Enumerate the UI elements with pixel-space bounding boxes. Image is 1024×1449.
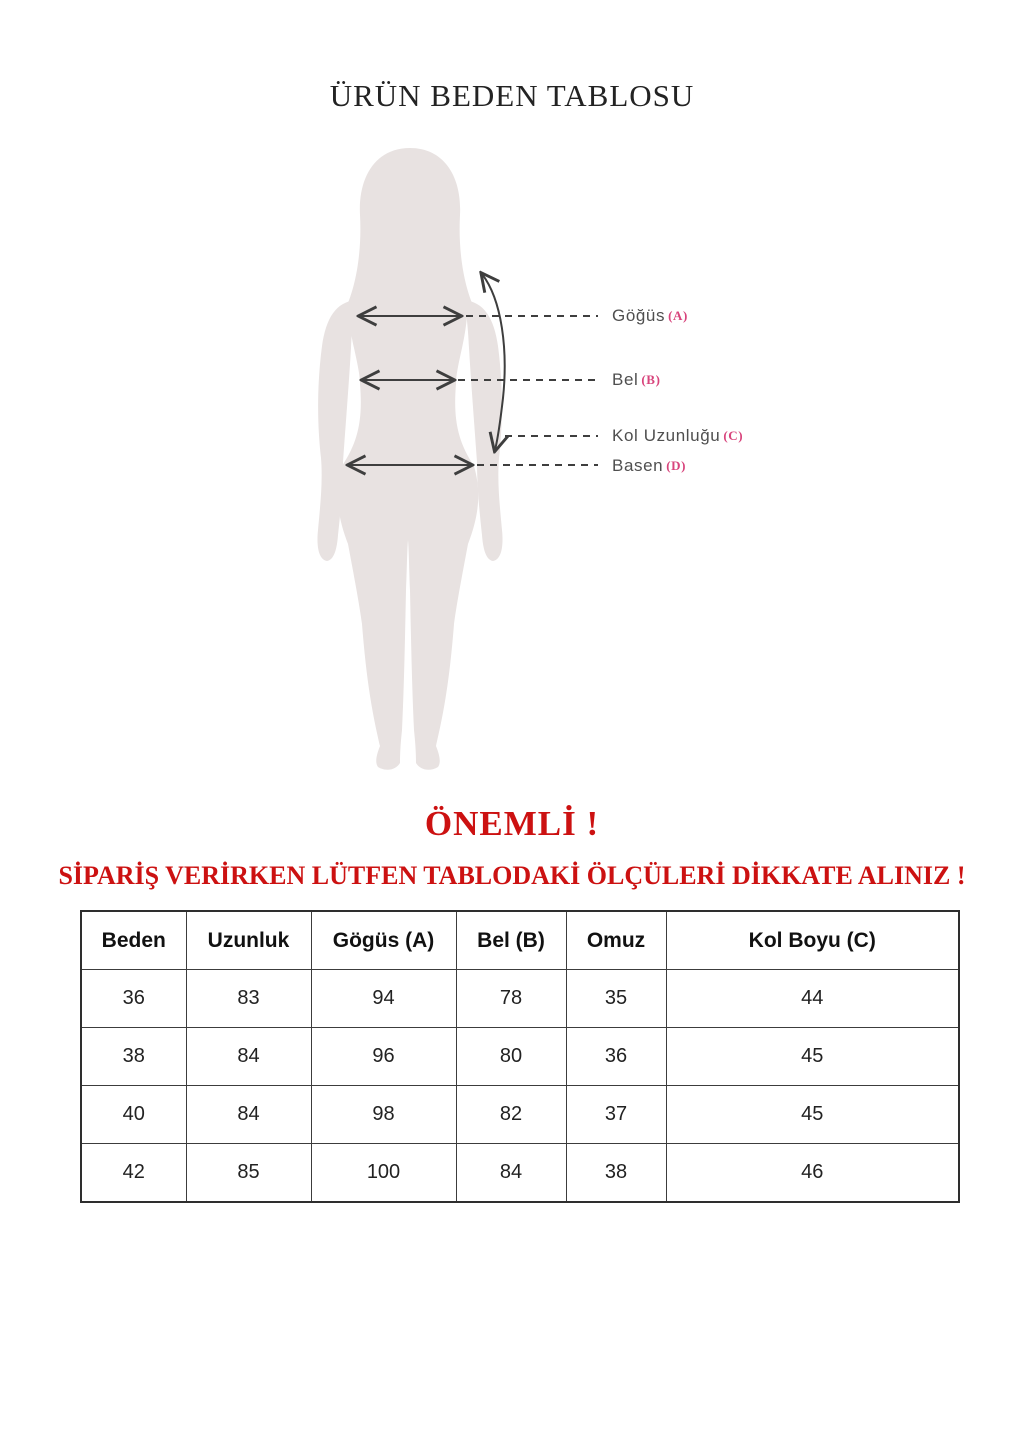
- table-row: [81, 970, 959, 1028]
- label-arm-length: [612, 426, 743, 446]
- header-kol-boyu: Kol Boyu (C): [666, 911, 959, 970]
- cell-beden: 38: [81, 1028, 186, 1086]
- silhouette-torso-legs: [338, 285, 479, 770]
- warning-heading: ÖNEMLİ !: [424, 804, 600, 843]
- label-chest: [612, 306, 688, 326]
- cell-gogus: 96: [311, 1028, 456, 1086]
- cell-omuz: 36: [566, 1028, 666, 1086]
- cell-omuz: 38: [566, 1144, 666, 1203]
- cell-beden: 40: [81, 1086, 186, 1144]
- cell-bel: 84: [456, 1144, 566, 1203]
- label-waist-letter: (B): [641, 372, 661, 387]
- cell-uzunluk: 83: [186, 970, 311, 1028]
- cell-bel: 78: [456, 970, 566, 1028]
- size-table: [80, 910, 960, 1203]
- header-gogus: Gögüs (A): [311, 911, 456, 970]
- cell-kol-boyu: 46: [666, 1144, 959, 1203]
- cell-bel: 82: [456, 1086, 566, 1144]
- header-bel: Bel (B): [456, 911, 566, 970]
- silhouette-left-arm: [317, 300, 356, 561]
- label-chest-text: Göğüs: [612, 306, 666, 325]
- label-arm-length-text: Kol Uzunluğu: [612, 426, 721, 445]
- cell-beden: 42: [81, 1144, 186, 1203]
- warning-message: SİPARİŞ VERİRKEN LÜTFEN TABLODAKİ ÖLÇÜLERİ DİKKATE ALINIZ !: [58, 861, 966, 890]
- cell-uzunluk: 85: [186, 1144, 311, 1203]
- size-table-header-row: [81, 911, 959, 970]
- cell-beden: 36: [81, 970, 186, 1028]
- arm-length-curve-arrow: [482, 274, 505, 450]
- label-waist-text: Bel: [612, 370, 639, 389]
- cell-kol-boyu: 45: [666, 1028, 959, 1086]
- header-omuz: Omuz: [566, 911, 666, 970]
- label-arm-length-letter: (C): [723, 428, 744, 443]
- cell-omuz: 37: [566, 1086, 666, 1144]
- cell-bel: 80: [456, 1028, 566, 1086]
- woman-silhouette: [317, 148, 502, 770]
- header-beden: Beden: [81, 911, 186, 970]
- cell-omuz: 35: [566, 970, 666, 1028]
- page-title: ÜRÜN BEDEN TABLOSU: [329, 78, 695, 113]
- silhouette-head-hair: [344, 148, 476, 312]
- cell-uzunluk: 84: [186, 1086, 311, 1144]
- table-row: [81, 1028, 959, 1086]
- label-hip-text: Basen: [612, 456, 664, 475]
- cell-uzunluk: 84: [186, 1028, 311, 1086]
- cell-gogus: 98: [311, 1086, 456, 1144]
- label-waist: [612, 370, 661, 390]
- cell-kol-boyu: 44: [666, 970, 959, 1028]
- label-hip: [612, 456, 686, 476]
- table-row: [81, 1086, 959, 1144]
- cell-gogus: 94: [311, 970, 456, 1028]
- cell-gogus: 100: [311, 1144, 456, 1203]
- label-chest-letter: (A): [668, 308, 688, 323]
- header-uzunluk: Uzunluk: [186, 911, 311, 970]
- label-hip-letter: (D): [666, 458, 687, 473]
- table-row: [81, 1144, 959, 1203]
- cell-kol-boyu: 45: [666, 1086, 959, 1144]
- silhouette-right-arm: [464, 300, 503, 561]
